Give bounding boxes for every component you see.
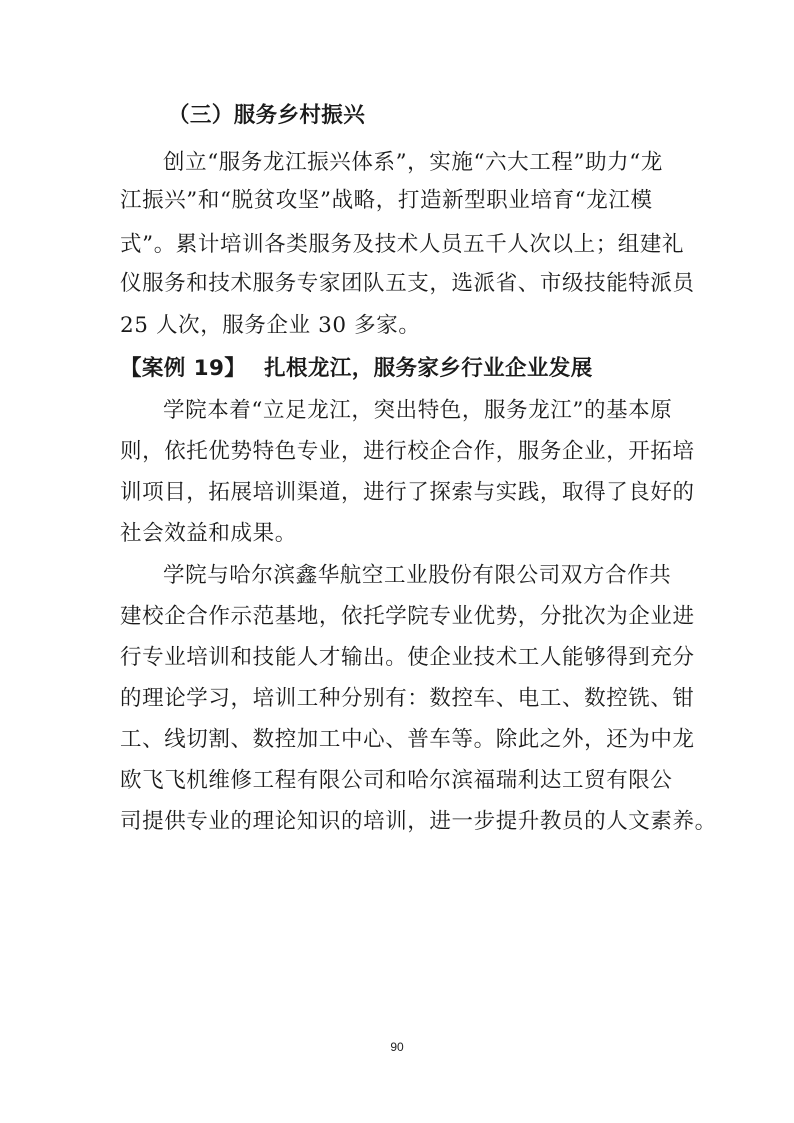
paragraph-line: 25 人次，服务企业 30 多家。 (120, 313, 421, 338)
paragraph-line: 江振兴”和“脱贫攻坚”战略，打造新型职业培育“龙江模 (120, 188, 653, 213)
paragraph-line: 建校企合作示范基地，依托学院专业优势，分批次为企业进 (120, 604, 695, 629)
paragraph-line: 工、线切割、数控加工中心、普车等。除此之外，还为中龙 (120, 727, 695, 752)
paragraph-line: 欧飞飞机维修工程有限公司和哈尔滨福瑞利达工贸有限公 (120, 768, 673, 793)
case-label: 【案例 19】 (120, 356, 247, 381)
paragraph-line: 式”。累计培训各类服务及技术人员五千人次以上；组建礼 (120, 232, 685, 257)
paragraph-line: 创立“服务龙江振兴体系”，实施“六大工程”助力“龙 (163, 150, 663, 175)
paragraph-line: 行专业培训和技能人才输出。使企业技术工人能够得到充分 (120, 645, 695, 670)
case-heading (120, 356, 593, 382)
page-number: 90 (390, 1040, 404, 1054)
paragraph-line: 社会效益和成果。 (120, 521, 297, 546)
case-title: 扎根龙江，服务家乡行业企业发展 (264, 356, 593, 381)
paragraph-line: 司提供专业的理论知识的培训，进一步提升教员的人文素养。 (120, 809, 717, 834)
section-heading: （三）服务乡村振兴 (168, 103, 366, 128)
paragraph-line: 学院本着“立足龙江，突出特色，服务龙江”的基本原 (163, 398, 673, 423)
paragraph-line: 训项目，拓展培训渠道，进行了探索与实践，取得了良好的 (120, 480, 695, 505)
paragraph-line: 学院与哈尔滨鑫华航空工业股份有限公司双方合作共 (163, 563, 672, 588)
paragraph-line: 仪服务和技术服务专家团队五支，选派省、市级技能特派员 (120, 271, 695, 296)
paragraph-line: 的理论学习，培训工种分别有：数控车、电工、数控铣、钳 (120, 686, 695, 711)
paragraph-line: 则，依托优势特色专业，进行校企合作，服务企业，开拓培 (120, 439, 695, 464)
